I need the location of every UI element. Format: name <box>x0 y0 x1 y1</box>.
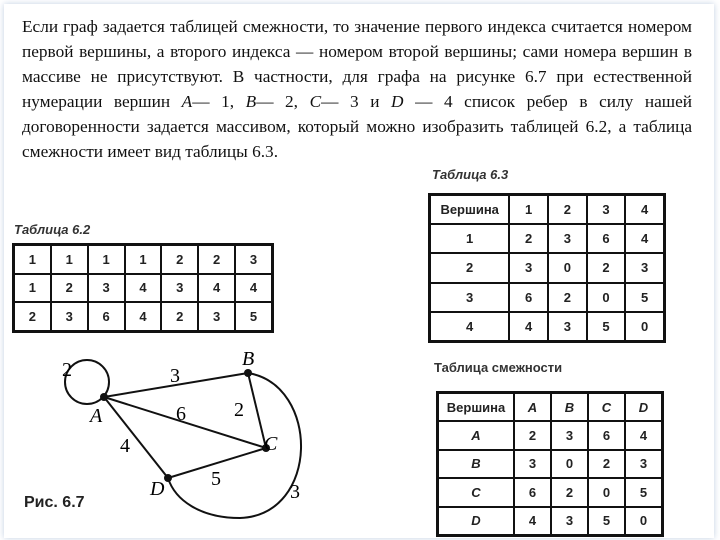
table-header-cell <box>625 393 663 422</box>
body-paragraph: Если граф задается таблицей смежности, то значение первого индекса считается номером первой вершины, а второго индекса — номером второй вершины; сами номера вершин в массиве не присутствуют. В частности, для графа на рисунке 6.7 при естественной нумерации вершин A— 1, B— 2, C— 3 и D — 4 список ребер в силу нашей договоренности задается массивом, который можно изобразить таблицей 6.2, а таблица смежности имеет вид таблицы 6.3. <box>22 17 693 161</box>
table-row <box>14 274 273 303</box>
table-cell: 3 <box>161 274 198 303</box>
table-row <box>430 312 665 342</box>
table-cell <box>438 421 515 449</box>
vertex-label: A <box>527 399 538 415</box>
table-cell: 2 <box>587 253 626 282</box>
table-cell: 0 <box>625 312 664 342</box>
vertex-label: C <box>601 399 612 415</box>
table-6-2 <box>12 243 274 333</box>
table-cell: 2 <box>161 245 198 274</box>
table-row <box>14 302 273 331</box>
table-cell: 3 <box>88 274 125 303</box>
table-cell: 5 <box>625 283 664 312</box>
table-row <box>430 283 665 312</box>
table-cell: 2 <box>509 224 548 253</box>
vertex-b-dot <box>244 369 252 377</box>
table-cell: 3 <box>625 450 663 478</box>
table-row <box>438 507 663 536</box>
table-cell: 3 <box>548 224 587 253</box>
table-cell: 2 <box>514 421 551 449</box>
table-cell: 0 <box>625 507 663 536</box>
table-cell: 3 <box>551 507 588 536</box>
table-header-cell: Вершина <box>430 195 510 225</box>
table-cell: 3 <box>551 421 588 449</box>
table-cell: 2 <box>161 302 198 331</box>
adjacency-table-title: Таблица смежности <box>434 360 563 375</box>
table-cell: 3 <box>514 450 551 478</box>
table-cell: 5 <box>588 507 625 536</box>
adjacency-table <box>436 391 664 537</box>
table-cell: 6 <box>514 478 551 506</box>
table-cell: 4 <box>125 302 162 331</box>
table-cell: 6 <box>509 283 548 312</box>
table-cell: 1 <box>125 245 162 274</box>
table-row <box>438 478 663 506</box>
table-row <box>430 253 665 282</box>
table-cell: 2 <box>551 478 588 506</box>
edge-weight-loop-a: 2 <box>62 359 72 381</box>
table-cell: 4 <box>198 274 235 303</box>
table-cell: 3 <box>430 283 510 312</box>
table-cell: 6 <box>588 421 625 449</box>
table-row <box>438 450 663 478</box>
table-cell: 2 <box>588 450 625 478</box>
vertex-c-label: C <box>264 433 278 455</box>
table-cell: 1 <box>14 245 51 274</box>
table-cell: 0 <box>548 253 587 282</box>
table-header-row <box>430 195 665 225</box>
vertex-label: B <box>564 399 575 415</box>
edge-weight-b-c: 2 <box>234 399 244 421</box>
vertex-label: A <box>471 428 481 444</box>
table-cell: 1 <box>430 224 510 253</box>
table-cell: 2 <box>198 245 235 274</box>
table-row <box>438 421 663 449</box>
table-6-3-title: Таблица 6.3 <box>432 167 509 182</box>
table-cell: 4 <box>514 507 551 536</box>
vertex-label: C <box>471 484 481 500</box>
table-6-3 <box>428 193 666 343</box>
table-header-cell <box>551 393 588 422</box>
table-header-cell: 1 <box>509 195 548 225</box>
table-header-cell <box>514 393 551 422</box>
edge-weight-a-d: 4 <box>120 435 130 457</box>
table-cell: 4 <box>430 312 510 342</box>
table-cell: 4 <box>625 224 664 253</box>
table-cell: 5 <box>587 312 626 342</box>
table-cell: 0 <box>551 450 588 478</box>
table-header-cell: Вершина <box>438 393 515 422</box>
vertex-label: D <box>638 399 649 415</box>
table-cell: 2 <box>51 274 88 303</box>
table-row <box>430 224 665 253</box>
table-header-cell: 4 <box>625 195 664 225</box>
table-cell: 4 <box>125 274 162 303</box>
table-cell: 4 <box>625 421 663 449</box>
table-cell: 4 <box>235 274 272 303</box>
table-6-2-title: Таблица 6.2 <box>14 222 91 237</box>
vertex-a-label: A <box>90 405 103 427</box>
table-row <box>14 245 273 274</box>
table-cell: 1 <box>88 245 125 274</box>
table-cell: 3 <box>51 302 88 331</box>
edge-weight-b-d: 3 <box>290 481 300 503</box>
table-cell: 2 <box>14 302 51 331</box>
edge-a-d <box>104 397 168 478</box>
figure-caption: Рис. 6.7 <box>24 494 85 511</box>
vertex-a-dot <box>100 393 108 401</box>
vertex-label: B <box>471 456 481 472</box>
table-cell <box>438 478 515 506</box>
edge-weight-d-c: 5 <box>211 468 221 490</box>
table-cell <box>438 507 515 536</box>
edge-weight-a-b: 3 <box>170 365 180 387</box>
table-cell: 0 <box>588 478 625 506</box>
table-cell: 6 <box>587 224 626 253</box>
table-cell: 3 <box>509 253 548 282</box>
table-header-cell: 3 <box>587 195 626 225</box>
table-cell: 3 <box>198 302 235 331</box>
table-cell: 3 <box>235 245 272 274</box>
table-cell: 1 <box>14 274 51 303</box>
table-header-cell <box>588 393 625 422</box>
table-header-row <box>438 393 663 422</box>
vertex-d-label: D <box>150 478 165 500</box>
table-cell <box>438 450 515 478</box>
table-cell: 5 <box>625 478 663 506</box>
table-cell: 2 <box>430 253 510 282</box>
table-cell: 3 <box>625 253 664 282</box>
table-cell: 4 <box>509 312 548 342</box>
edge-weight-a-c: 6 <box>176 403 186 425</box>
table-cell: 2 <box>548 283 587 312</box>
table-cell: 0 <box>587 283 626 312</box>
vertex-label: D <box>471 513 481 529</box>
vertex-b-label: B <box>242 348 255 370</box>
table-cell: 5 <box>235 302 272 331</box>
table-header-cell: 2 <box>548 195 587 225</box>
table-cell: 3 <box>548 312 587 342</box>
table-cell: 6 <box>88 302 125 331</box>
vertex-d-dot <box>164 474 172 482</box>
edge-b-d-arc <box>168 373 301 518</box>
table-cell: 1 <box>51 245 88 274</box>
